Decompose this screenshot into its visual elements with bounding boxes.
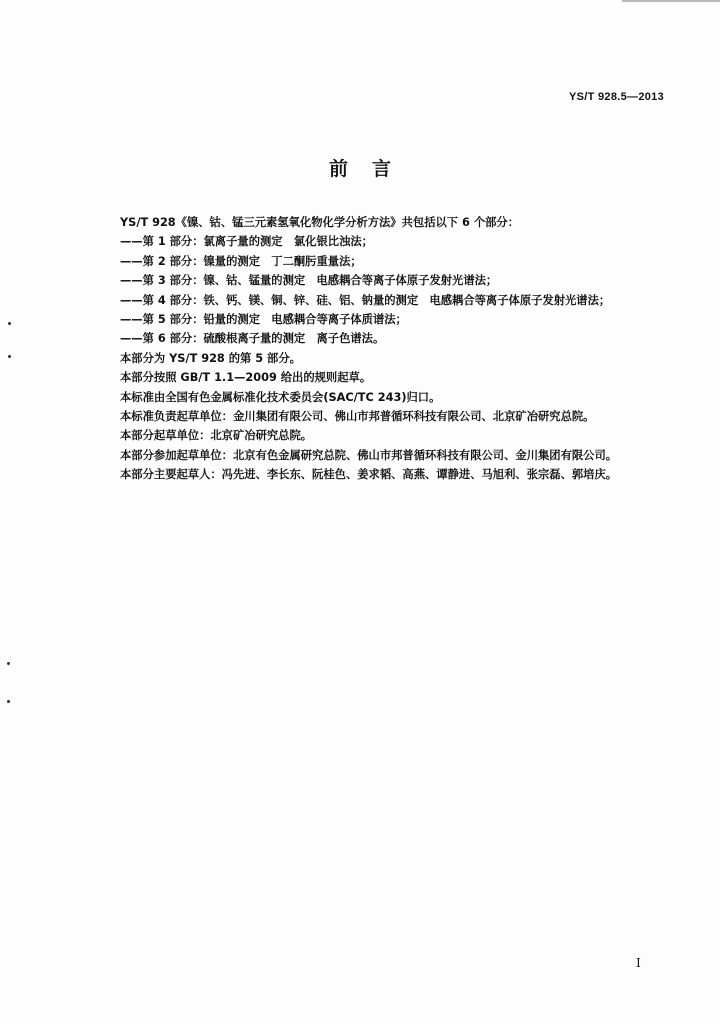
paragraph-part-statement: 本部分为 YS/T 928 的第 5 部分。 xyxy=(120,351,301,365)
foreword-body xyxy=(120,213,680,484)
list-item-part-5: ——第 5 部分：铅量的测定 电感耦合等离子体质谱法； xyxy=(120,312,407,326)
scan-margin-dot xyxy=(8,322,11,325)
paragraph-committee: 本标准由全国有色金属标准化技术委员会(SAC/TC 243)归口。 xyxy=(120,390,441,404)
list-item-part-3: ——第 3 部分：镍、钴、锰量的测定 电感耦合等离子体原子发射光谱法； xyxy=(120,274,498,288)
list-item-part-6: ——第 6 部分：硫酸根离子量的测定 离子色谱法。 xyxy=(120,332,385,346)
paragraph-drafters: 本部分主要起草人：冯先进、李长东、阮桂色、姜求韬、高燕、谭静进、马旭利、张宗磊、郭培庆。 xyxy=(120,468,618,482)
list-item-part-1: ——第 1 部分：氯离子量的测定 氯化银比浊法； xyxy=(120,235,373,249)
paragraph-drafting-unit: 本部分起草单位：北京矿冶研究总院。 xyxy=(120,429,313,443)
paragraph-responsible-units: 本标准负责起草单位：金川集团有限公司、佛山市邦普循环科技有限公司、北京矿冶研究总院。 xyxy=(120,409,595,423)
paragraph-intro: YS/T 928《镍、钴、锰三元素氢氧化物化学分析方法》共包括以下 6 个部分： xyxy=(120,216,520,229)
paragraph-participating-units: 本部分参加起草单位：北京有色金属研究总院、佛山市邦普循环科技有限公司、金川集团有限公司。 xyxy=(120,448,618,462)
scan-margin-dot xyxy=(7,662,10,665)
scan-margin-dot xyxy=(7,700,10,703)
list-item-part-2: ——第 2 部分：镍量的测定 丁二酮肟重量法； xyxy=(120,254,362,268)
list-item-part-4: ——第 4 部分：铁、钙、镁、铜、锌、硅、铝、钠量的测定 电感耦合等离子体原子发射光谱法； xyxy=(120,293,611,307)
standard-number: YS/T 928.5—2013 xyxy=(568,91,664,103)
paragraph-drafting-rules: 本部分按照 GB/T 1.1—2009 给出的规则起草。 xyxy=(120,371,372,385)
page-title: 前言 xyxy=(328,158,415,180)
scan-margin-dot xyxy=(8,355,11,358)
page-number: I xyxy=(636,956,641,970)
scan-edge-line xyxy=(622,0,720,2)
